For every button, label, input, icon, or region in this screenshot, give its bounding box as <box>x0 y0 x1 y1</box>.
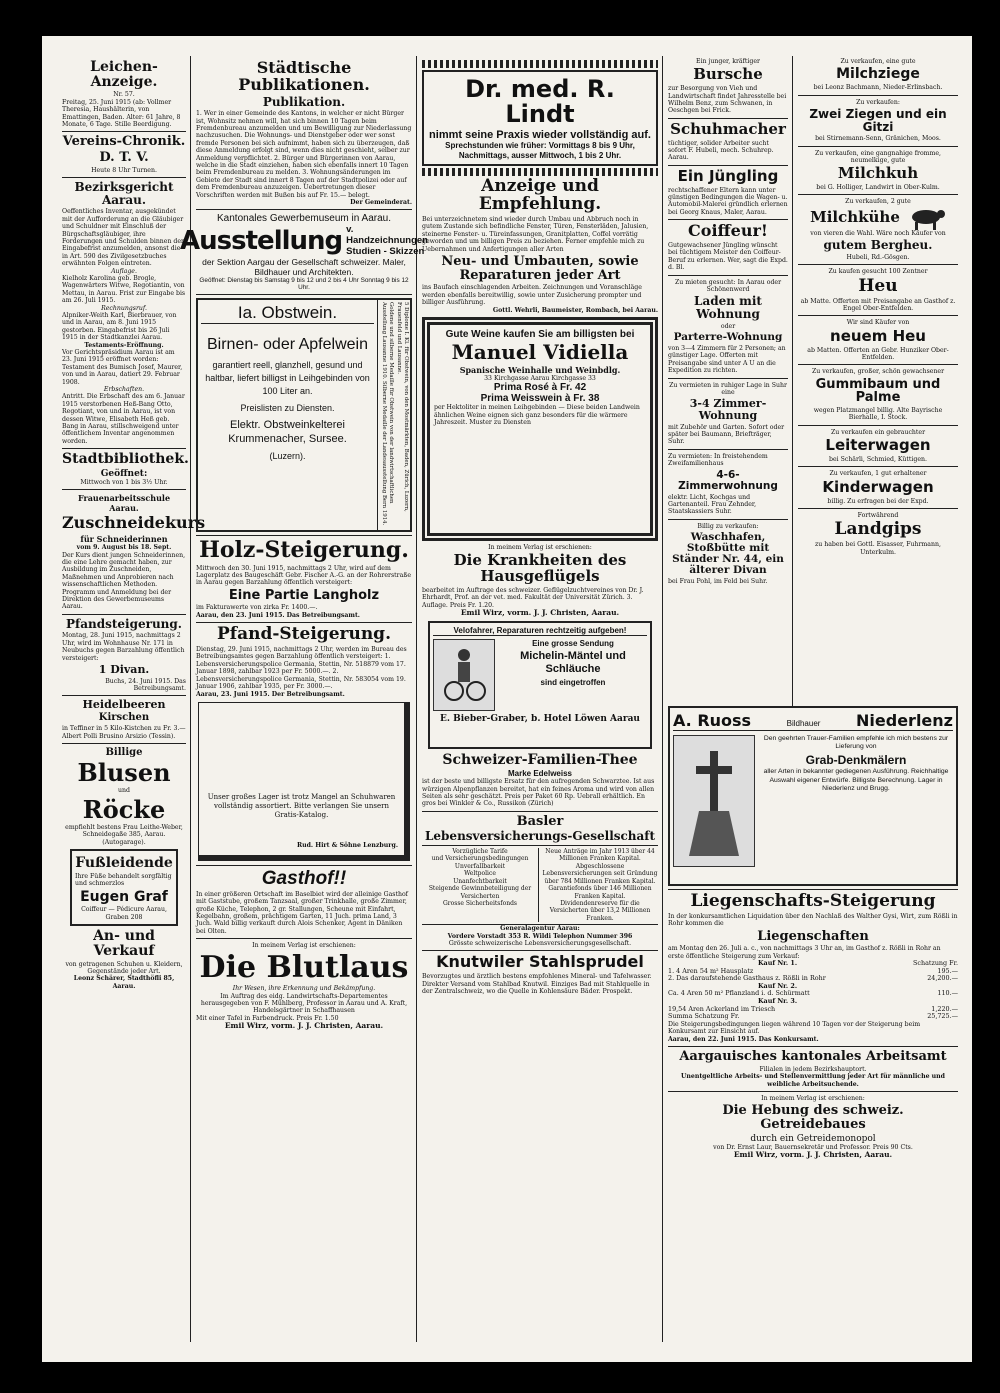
ausstellung-title: Ausstellung <box>180 225 343 256</box>
column-3 <box>422 58 658 1344</box>
fuss-title: Fußleidende <box>75 855 173 872</box>
milchkuh-text: bei G. Holliger, Landwirt in Ober-Kulm. <box>816 184 940 192</box>
schuhm-text: tüchtiger, solider Arbeiter sucht sofort F. Hubeli, mech. Schuhrep. Aarau. <box>668 139 774 162</box>
gummi-intro: Zu verkaufen, großer, schön gewachsener <box>811 368 945 376</box>
hebung-text: von Dr. Ernst Laur, Bauernsekretär und Professor. Preis 90 Cts. <box>713 1143 913 1151</box>
milchkuh-title: Milchkuh <box>837 164 919 183</box>
ruoss-text-2: aller Arten in bekannter gediegenen Ausführung. Reichhaltige Auswahl eigener Entwürfe. Billigste Berechnung. Lager in Niederlenz und Brugg. <box>763 768 949 793</box>
milchkuh-intro: Zu verkaufen, eine gangnahige fromme, neumelkige, gute <box>814 149 942 164</box>
lieg-row-label: Kauf Nr. 3. <box>758 997 798 1006</box>
newspaper-page <box>42 36 972 1362</box>
leichen-no: Nr. 57. <box>113 91 135 99</box>
erbschaften-heading: Erbschaften. <box>103 386 145 394</box>
stadtbib-open: Geöffnet: <box>100 468 148 479</box>
basler-right-list <box>542 848 658 922</box>
dtv-text: Heute 8 Uhr Turnen. <box>91 166 157 174</box>
velo-text-3: sind eingetroffen <box>540 677 606 687</box>
fuss-ad <box>70 849 178 926</box>
blutlaus-sub: Ihr Wesen, ihre Erkennung und Bekämpfung. <box>232 985 376 993</box>
lieg-row-label: Kauf Nr. 2. <box>758 981 798 990</box>
heu-title: Heu <box>858 275 898 296</box>
bezirk-text-2: Kielholz Karolina geb. Brogle, Wagenwärters Witwe, Regotiantin, von Mettau, in Aarau. Frist zur Eingabe bis am 26. Juli 1915. <box>62 274 186 305</box>
basler-foot: Grösste schweizerische Lebensversicherungsgesellschaft. <box>448 939 632 947</box>
fuss-text: Ihre Füße behandelt sorgfältig und schmerzlos <box>75 872 172 888</box>
hirt-text: Unser großes Lager ist trotz Mangel an Schuhwaren vollständig assortiert. Bitte verlangen Sie unsern Gratis-Katalog. <box>207 792 396 819</box>
obst-luzern: (Luzern). <box>269 451 306 462</box>
bursche-text: zur Besorgung von Vieh und Landwirtschaft findet Jahresstelle bei Wilhelm Benz, zum Schwanen, in Oeschgen bei Frick. <box>668 85 787 115</box>
grave-monument-illustration <box>673 735 755 867</box>
lieg-title: Liegenschafts-Steigerung <box>690 891 936 911</box>
frauen-title: Frauenarbeitsschule Aarau. <box>77 493 171 514</box>
pfand2-sign: Aarau, 23. Juni 1915. Der Betreibungsamt. <box>196 690 345 698</box>
basler-left-list <box>422 848 539 922</box>
blusen-text: empfiehlt bestens Frau Leithe-Weber, Schneidegaße 385, Aarau. (Autogarage). <box>65 824 183 846</box>
ankauf-text: von getragenen Schuhen u. Kleidern, Gegenstände jeder Art. <box>65 960 183 976</box>
cyclist-illustration <box>433 639 495 711</box>
pfand-item: 1 Divan. <box>98 663 150 677</box>
dtv-title: D. T. V. <box>99 150 149 166</box>
obst-side-1: Goldene und silberne Medaille für Obstwein von der landwirtschaftlichen Ausstellung Lausanne 1910. Silberne Medaille der Landesausstellung Bern 1914. <box>381 302 394 526</box>
eugen-sub: Coiffeur — Pédicure Aarau, Graben 208 <box>81 906 167 921</box>
lieg-row <box>668 1013 958 1021</box>
lieg-row-value: 110.— <box>937 989 958 998</box>
thee-marke: Marke Edelweiss <box>507 769 573 779</box>
basler-left-item: Weltpolice <box>464 870 496 878</box>
basler-left-item: Unanfechtbarkeit <box>453 877 507 885</box>
publ-text: 1. Wer in einer Gemeinde des Kantons, in welcher er nicht Bürger ist, Wohnsitz nehmen will, hat sich binnen 10 Tagen beim Fremdenbureau anzumelden und um Bewilligung zur Niederlassung nachzusuchen. Die Wohnungs- und Dienstgeber oder wer sonst fremde Personen bei sich aufnimmt, haben sich zu überzeugen, daß diese Anmeldung erfolgt sind, wenn dies nicht geschieht, selber zur Anmeldung verpflichtet. 2. Bürger und Bürgerinnen von Aarau, welche in die Stadt einziehen, haben sich ebenfalls innert 10 Tagen beim Fremdenbureau zu melden. 3. Wohnungsänderungen im Gebiete der Stadt sind innert 8 Tagen auf der Stadtpolizei oder auf dem Fremdenbureau anzuzeigen. Uebertretungen dieser Vorschriften werden mit Bußen bis auf Fr. 15.— belegt. <box>196 110 412 199</box>
velo-head: Velofahrer, Reparaturen rechtzeitig aufgeben! <box>433 626 647 636</box>
hebung-title: Die Hebung des schweiz. Getreidebaues <box>722 1103 904 1132</box>
gewerbe-title: Kantonales Gewerbemuseum in Aarau. <box>217 213 391 225</box>
lieg-row-value: 195.— <box>937 966 958 975</box>
leichen-text: Freitag, 25. Juni 1915 (ab: Vollmer Theresia, Haushälterin, von Emattingen, Baden. Alter: 61 Jahre, 8 Monate, 6 Tage. Stille Beerdigung. <box>62 98 181 128</box>
velo-text-1: Eine grosse Sendung <box>532 638 614 648</box>
kh-text: bearbeitet im Auftrage des schweizer. Geflügelzuchtvereines von Dr. J. Ehrhardt, Prof. an der vet. med. Fakultät der Universität Zürich. 3. Auflage. Preis Fr. 1.20. <box>422 586 644 609</box>
basler-right-item: Garantiefonds über 146 Millionen Franken Kapital. <box>548 885 652 900</box>
obst-title: Ia. Obstwein. <box>201 303 374 324</box>
gips-intro: Fortwährend <box>857 511 899 519</box>
vereins-title: Vereins-Chronik. <box>62 134 186 150</box>
parterre-title: Parterre-Wohnung <box>673 330 783 343</box>
kuehe-intro: Zu verkaufen, 2 gute <box>845 198 911 206</box>
column-rule <box>662 56 663 1342</box>
zuschneide-sub: für Schneiderinnen <box>80 534 168 545</box>
basler-left-item: Unverfallbarkeit <box>454 862 506 870</box>
vidiella-ad <box>422 317 658 541</box>
juengling-text: rechtschaffener Eltern kann unter günstigen Bedingungen die Wagen- u. Automobil-Malerei gründlich erlernen bei Georg Knaus, Maler, Aarau. <box>668 186 788 216</box>
knut-title: Knutwiler Stahlsprudel <box>436 952 644 972</box>
holz-sign: Aarau, den 23. Juni 1915. Das Betreibungsamt. <box>196 611 360 619</box>
kh-verlag: Emil Wirz, vorm. J. J. Christen, Aarau. <box>460 608 620 618</box>
arbeit-title: Aargauisches kantonales Arbeitsamt <box>679 1049 947 1065</box>
column-2 <box>180 58 428 1344</box>
lieg-row-label: 1. 4 Aren 54 m² Hausplatz <box>668 966 754 975</box>
basler-sub: Lebensversicherungs-Gesellschaft <box>424 829 656 844</box>
basler-table <box>422 845 658 925</box>
lieg-rows <box>668 968 958 1021</box>
erbschaften-text: Antritt. Die Erbschaft des am 6. Januar 1915 verstorbenen Heß-Bang Otto, Regotiant, von und in Aarau, ist von dessen Witwe, Elisabeth Heß geb. Bang in Aarau, stillschweigend unter öffentlichem Inventar angenommen worden. <box>62 393 185 445</box>
basler-right-item: Abgeschlossene Lebensversicherungen seit Gründung über 784 Millionen Franken Kapital. <box>542 862 658 885</box>
basler-left-item: Vorzügliche Tarife <box>452 848 508 856</box>
laden-intro: Zu mieten gesucht: In Aarau oder Schönenwerd <box>674 278 782 293</box>
thee-text: ist der beste und billigste Ersatz für den aufregenden Schwarztee. Ist aus würzigen Alpenpflanzen bereitet, hat ein feines Aroma und wird von allen Seiten als sehr geschätzt. Preis per Paket 60 Rp. Uebrall erhältlich. En gros bei Winkler & Co., Russikon (Zürich) <box>422 778 655 808</box>
lindt-hours: Sprechstunden wie früher: Vormittags 8 bis 9 Uhr, Nachmittags, ausser Mittwoch, 1 bis 2 Uhr. <box>445 141 635 161</box>
z34-text: mit Zubehör und Garten. Sofort oder später bei Baumann, Briefträger, Suhr. <box>668 423 785 446</box>
kinder-title: Kinderwagen <box>822 477 934 496</box>
stadtbib-text: Mittwoch von 1 bis 3½ Uhr. <box>80 478 168 486</box>
bursche-intro: Ein junger, kräftiger <box>696 58 760 65</box>
hirt-sign: Rud. Hirt & Söhne Lenzburg. <box>296 841 398 849</box>
bezirk-text-3: Alpniker-Weith Karl, Bierbrauer, von und in Aarau, am 8. Juni 1915 gestorben. Eingabefrist bis 26 Juli 1915 in der Stadtkanzlei Aarau. <box>62 311 177 342</box>
blusen-title: Blusen <box>77 758 171 788</box>
juengling-title: Ein Jüngling <box>677 166 779 185</box>
parterre-text: von 3—4 Zimmern für 2 Personen; an günstiger Lage. Offerten mit Preisangabe sind unter A U an die Expedition zu richten. <box>668 344 786 375</box>
ziege-title: Milchziege <box>836 66 920 83</box>
wein-addr: 33 Kirchgasse Aarau Kirchgasse 33 <box>484 375 596 382</box>
testament-heading: Testaments-Eröffnung. <box>84 341 164 349</box>
lieg-row-label: Ca. 4 Aren 50 m² Pflanzland i. d. Schürmatt <box>668 989 810 998</box>
obst-preis: Preislisten zu Diensten. <box>240 403 335 414</box>
wasch-intro: Billig zu verkaufen: <box>697 522 759 530</box>
lieg-row-label: Summa Schatzung Fr. <box>668 1012 740 1021</box>
pfand-text: Montag, 28. Juni 1915, nachmittags 2 Uhr, wird im Wohnhause Nr. 171 in Neubuchs gegen Barzahlung öffentlich versteigert: <box>62 632 185 662</box>
ausst-sub-1: v. Handzeichnungen <box>346 224 428 247</box>
gummi-title: Gummibaum und Palme <box>815 376 941 406</box>
bursche-title: Bursche <box>693 65 763 84</box>
zwei-ziegen-title: Zwei Ziegen und ein Gitzi <box>809 106 947 134</box>
lieg-row <box>668 990 958 998</box>
leiter-title: Leiterwagen <box>825 436 931 455</box>
column-1 <box>62 58 206 1344</box>
anzeige-big: Neu- und Umbauten, sowie Reparaturen jeder Art <box>441 254 639 283</box>
lieg-row-value: 24,200.— <box>927 974 958 983</box>
kuehe-title: Milchkühe <box>810 208 900 226</box>
pfand-sign: Buchs, 24. Juni 1915. Das Betreibungsamt. <box>105 677 186 692</box>
leichen-title: Leichen-Anzeige. <box>90 59 158 90</box>
lieg-row-label: 2. Das daraufstehende Gasthaus z. Rößli in Rohr <box>668 974 826 983</box>
wein-name: Manuel Vidiella <box>451 340 629 364</box>
coiffeur-text: Gutgewachsener Jüngling wünscht bei tüchtigem Meister den Coiffeur-Beruf zu erlernen. Wer, sagt die Expd. d. Bl. <box>668 241 788 272</box>
gummi-text: wegen Platzmangel billig. Alte Bayrische Bierhalle, I. Stock. <box>813 407 943 422</box>
kauf-schatzung: Schatzung Fr. <box>913 959 958 968</box>
obst-firma: Elektr. Obstweinkelterei Krummenacher, Sursee. <box>228 419 347 446</box>
auflage-heading: Auflage. <box>111 267 137 275</box>
wein-rose: Prima Rosé à Fr. 42 <box>493 382 587 394</box>
kh-intro: In meinem Verlag ist erschienen: <box>488 544 592 551</box>
lieg-row-value: 25,725.— <box>927 1012 958 1021</box>
roecke-title: Röcke <box>82 794 166 824</box>
publ-sign: Der Gemeinderat. <box>350 199 412 207</box>
gips-text: zu haben bei Gottl. Eisasser, Fuhrmann, Unterkulm. <box>815 541 941 556</box>
holz-text-2: im Fakturawerte von zirka Fr. 1400.—. <box>196 604 318 612</box>
wein-head: Gute Weine kaufen Sie am billigsten bei <box>445 329 635 340</box>
leiter-text: bei Schärli, Schmied, Küttigen. <box>829 455 927 463</box>
basler-title: Basler <box>516 813 564 829</box>
cross-icon <box>684 746 744 856</box>
lieg-row <box>668 975 958 983</box>
obst-side-2: 5 Diplome I. Kl. für Obstwein, von den Mostmärkten, Baden, Zürich, Luzern, Frauenfeld und Lausanne. <box>396 302 409 513</box>
pfand2-text: Dienstag, 29. Juni 1915, nachmittags 2 Uhr, werden im Bureau des Betreibungsamtes gegen Barzahlung öffentlich versteigert: 1. Lebensversicherungspolice Germania, Stettin, Nr. 518879 vom 17. Januar 1898, zahlbar 1923 per Fr. 5000.—. 2. Lebensversicherungspolice Germania, Stettin, Nr. 583054 vom 19. Januar 1906, zahlbar 1935, per Fr. 3000.—. <box>196 646 407 691</box>
ziege-intro: Zu verkaufen, eine gute <box>840 58 916 65</box>
blutlaus-text: Im Auftrag des eidg. Landwirtschafts-Departementes herausgegeben von F. Mühlberg, Professor in Aarau und A. Kraft, Handelsgärtner in Schaffhausen <box>200 992 408 1015</box>
laden-or: oder <box>720 322 736 330</box>
holz-title: Holz-Steigerung. <box>199 537 409 564</box>
gasthof-text: In einer größeren Ortschaft im Baselbiet wird der alleinige Gasthof mit Gaststube, großem Tanzsaal, großer Trinkhalle, große Zimmer, große Küche, Telephon, 2 gr. Stallungen, Scheune mit Einfahrt, Kegelbahn, großem, prächtigem Garten, 11 Juch. prima Land, 3 Juch. Wald billig verkauft durch Alois Schenker, Agent in Däniken bei Olten. <box>196 890 408 935</box>
eugen-name: Eugen Graf <box>80 888 168 905</box>
z46-title: 4-6-Zimmerwohnung <box>678 468 778 492</box>
knut-text: Bevorzugtes und ärztlich bestens empfohlenes Mineral- und Tafelwasser. Direkter Versand vom Stahlbad Knutwil. Einziges Bad mit Stahlquelle in der Zentralschweiz, wo die Quelle in Kohlensäure Bäder. Prospekt. <box>422 973 652 995</box>
lieg-row-value: 1,220.— <box>931 1004 958 1013</box>
obst-text: garantiert reell, glanzhell, gesund und haltbar, liefert billigst in Leihgebinden von 100 Liter an. <box>205 360 370 397</box>
ausst-open: Geöffnet: Dienstag bis Samstag 9 bis 12 und 2 bis 4 Uhr Sonntag 9 bis 12 Uhr. <box>199 277 409 292</box>
basler-right-item: Dividendenreserve für die Versicherten über 13,2 Millionen Franken. <box>549 899 651 922</box>
lindt-name: Dr. med. R. Lindt <box>465 75 615 129</box>
bergheu-text: Hubeli, Rd.-Gösgen. <box>846 253 910 261</box>
ausst-text: der Sektion Aargau der Gesellschaft schweizer. Maler, Bildhauer und Architekten. <box>202 257 406 278</box>
anzeige-text: Bei unterzeichnetem sind wieder durch Umbau und Abbruch noch in gutem Zustande sich befindliche Fenster, Türen, Fensterläden, Jalusien, steinerne Fenster- u. Türeinfassungen, Granitplatten, Coffel vorrätig geworden und um billigen Preis zu beziehen. Ferner empfehle mich zu Uebernahmen und Anfertigungen aller Arten <box>422 216 649 253</box>
stadt-title: Städtische Publikationen. <box>238 58 370 94</box>
rechnungsruf-heading: Rechnungsruf. <box>101 304 147 312</box>
testament-text: Vor Gerichtspräsidium Aarau ist am 23. Juni 1915 eröffnet worden: Testament des Bumisch Josef, Maurer, von und in Aarau, datiert 29. Februar 1908. <box>62 349 183 386</box>
publ-title: Publikation. <box>262 94 346 109</box>
ruoss-text: Den geehrten Trauer-Familien empfehle ich mich bestens zur Lieferung von <box>763 735 949 751</box>
anzeige-sign: Gottl. Wehrli, Baumeister, Rombach, bei Aarau. <box>492 306 658 314</box>
coiffeur-title: Coiffeur! <box>688 221 768 241</box>
hebung-verlag: Emil Wirz, vorm. J. J. Christen, Aarau. <box>733 1150 893 1160</box>
basler-right-item: Neue Anträge im Jahr 1913 über 44 Millionen Franken Kapital. <box>545 848 655 863</box>
laden-title: Laden mit Wohnung <box>694 294 762 321</box>
lieg-text-2: am Montag den 26. Juli a. c., von nachmittags 3 Uhr an, im Gasthof z. Rößli in Rohr an erste öffentliche Steigerung zum Verkauf: <box>668 945 941 960</box>
blusen-und: und <box>118 787 130 795</box>
basler-left-item: Steigende Gewinnbeteiligung der Versicherten <box>428 885 532 900</box>
basler-addr: Vordere Vorstadt 353 R. Wildi Telephon Nummer 396 <box>447 932 633 940</box>
lieg-sub: Liegenschaften <box>757 928 869 944</box>
heu-intro: Zu kaufen gesucht 100 Zentner <box>828 268 928 276</box>
holz-item: Eine Partie Langholz <box>228 587 380 603</box>
ruoss-grab: Grab-Denkmälern <box>805 752 907 767</box>
holz-text: Mittwoch den 30. Juni 1915, nachmittags 2 Uhr, wird auf dem Lagerplatz des Baugeschäft Gebr. Fischer A.-G. an der Rohrerstraße in Aarau gegen Barzahlung öffentlich versteigert: <box>196 564 412 587</box>
heidel-title: Heidelbeeren <box>82 698 166 712</box>
velo-firma: E. Bieber-Graber, b. Hotel Löwen Aarau <box>440 713 640 724</box>
ziege-text: bei Leonz Bachmann, Nieder-Erlinsbach. <box>813 84 943 92</box>
arbeit-text: Unentgeltliche Arbeits- und Stellenvermittlung jeder Art für männliche und weibliche Arbeitsuchende. <box>680 1073 945 1088</box>
zuschneide-date: vom 9. August bis 18. Sept. <box>76 544 172 552</box>
blutlaus-intro: In meinem Verlag ist erschienen: <box>252 942 356 950</box>
lindt-ad <box>422 70 658 166</box>
basler-agent: Generalagentur Aarau: <box>500 925 580 933</box>
ruoss-ort: Niederlenz <box>856 711 953 730</box>
ankauf-title: An- und Verkauf <box>93 928 155 959</box>
ausst-sub-2: Studien - Skizzen <box>346 246 425 258</box>
column-4-5-lower <box>668 706 958 1344</box>
billige-label: Billige <box>105 747 143 759</box>
blutlaus-preis: Mit einer Tafel in Farbendruck. Preis Fr. 1.50 <box>196 1014 339 1022</box>
ruoss-beruf: Bildhauer <box>786 719 821 728</box>
hebung-intro: In meinem Verlag ist erschienen: <box>761 1094 865 1102</box>
gasthof-title: Gasthof!! <box>261 867 347 889</box>
lieg-row-label: 19,54 Aren Ackerland im Triesch <box>668 1004 776 1013</box>
neuem-intro: Wir sind Käufer von <box>846 319 910 327</box>
bezirk-title: Bezirksgericht Aarau. <box>74 180 174 207</box>
gips-title: Landgips <box>834 519 922 540</box>
anzeige-text-2: ins Baufach einschlagenden Arbeiten. Zeichnungen und Voranschläge werden ebenfalls bereitwillig, sowie unter Zusicherung prompter und billiger Ausführung. <box>422 284 642 307</box>
anzeige-title: Anzeige und Empfehlung. <box>478 176 602 215</box>
thee-title: Schweizer-Familien-Thee <box>442 751 638 768</box>
z34-title: 3-4 Zimmer-Wohnung <box>689 397 767 422</box>
arbeit-sub: Filialen in jedem Bezirkshauptort. <box>759 1065 867 1073</box>
heidel-text: in Teffiner in 5 Kilo-Kistchen zu Fr. 3.— Albert Polli Brusino Arsizio (Tessin). <box>62 725 186 740</box>
pfand2-title: Pfand-Steigerung. <box>216 624 391 645</box>
ruoss-name: A. Ruoss <box>673 711 752 730</box>
wasch-title: Waschhafen, Stoßbütte mit Ständer Nr. 44, ein älterer Divan <box>672 531 784 577</box>
lindt-ornament <box>422 60 658 68</box>
obstwein-ad <box>196 298 412 532</box>
lieg-sign: Aarau, den 22. Juni 1915. Das Konkursamt. <box>668 1035 819 1043</box>
schuhm-title: Schuhmacher <box>670 119 786 138</box>
heu-text: ab Matte. Offerten mit Preisangabe an Gasthof z. Engel Ober-Entfelden. <box>800 297 956 312</box>
z46-intro: Zu vermieten: In freistehendem Zweifamilienhaus <box>668 452 768 468</box>
stadtbib-title: Stadtbibliothek. <box>62 451 189 468</box>
ziegen-intro: Zu verkaufen: <box>856 98 900 106</box>
cow-icon <box>906 206 946 230</box>
leiter-intro: Zu verkaufen ein gebrauchter <box>830 428 926 436</box>
blutlaus-title: Die Blutlaus <box>199 949 409 985</box>
z34-intro: Zu vermieten in ruhiger Lage in Suhr eine <box>669 381 787 396</box>
lindt-ornament-bottom <box>422 168 658 176</box>
wein-text: per Hektoliter in meinen Leihgebinden — Diese beiden Landwein ähnlichen Weine eignen sich ganz besonders für die wärmere Jahreszeit. Muster zu Diensten <box>434 404 640 427</box>
kinder-text: billig. Zu erfragen bei der Expd. <box>827 497 929 505</box>
neuem-text: ab Matten. Offerten an Gebr. Hunziker Ober-Entfelden. <box>807 346 949 361</box>
bergheu-title: gutem Bergheu. <box>823 238 933 253</box>
lieg-text: In der konkursamtlichen Liquidation über den Nachlaß des Walther Gysi, Wirt, zum Rößli in Rohr kommen die <box>668 912 958 928</box>
bezirk-text: Oeffentliches Inventar, ausgekündet mit der Aufforderung an die Gläubiger und Schuldner mit Einschluß der Bürgschaftsgläubiger, ihre Forderungen und Schulden binnen der Eingabefrist anzumelden, ansonst die in Art. 590 des Zivilgesetzbuches erwähnten Folgen eintreten. <box>62 208 184 268</box>
ausstellung-header <box>180 224 428 258</box>
wein-sub: Spanische Weinhalle und Weinbdlg. <box>459 365 621 375</box>
cyclist-icon <box>440 645 488 705</box>
zuschneide-title: Zuschneidekurs <box>62 513 206 533</box>
basler-left-item: Grosse Sicherheitsfonds <box>442 899 517 907</box>
blutlaus-verlag: Emil Wirz, vorm. J. J. Christen, Aarau. <box>224 1021 384 1031</box>
neuem-title: neuem Heu <box>830 326 926 345</box>
ankauf-name: Leonz Schärer, Stadthöfli 85, Aarau. <box>73 975 175 990</box>
hebung-sub: durch ein Getreidemonopol <box>750 1133 876 1144</box>
kh-title: Die Krankheiten des Hausgeflügels <box>453 551 627 586</box>
heidel-sub: Kirschen <box>98 711 150 723</box>
velo-text-2: Michelin-Mäntel und Schläuche <box>520 649 626 675</box>
wasch-text: bei Frau Pohl, im Feld bei Suhr. <box>668 578 768 586</box>
zuschneide-text: Der Kurs dient jungen Schneiderinnen, die eine Lehre gemacht haben, zur Ausbildung im Zuschneiden, Maßnehmen und Anprobieren nach wissenschaftlichen Methoden. Programm und Anmeldung bei der Direktion des Gewerbemuseums Aarau. <box>62 551 186 611</box>
hirt-ad <box>198 702 410 861</box>
velo-ad <box>428 621 652 749</box>
pfand-title: Pfandsteigerung. <box>66 616 182 631</box>
lindt-text: nimmt seine Praxis wieder vollständig auf. <box>429 129 651 142</box>
kuehe-text: von vieren die Wahl. Wäre noch Käufer von <box>810 229 946 237</box>
lieg-text-3: Die Steigerungsbedingungen liegen während 10 Tagen vor der Steigerung beim Konkursamt zur Einsicht auf. <box>668 1020 921 1036</box>
wein-weiss: Prima Weisswein à Fr. 38 <box>480 393 600 405</box>
basler-left-item: und Versicherungsbedingungen <box>431 855 529 863</box>
zwei-ziegen-text: bei Stirnemann-Senn, Gränichen, Moos. <box>815 135 941 143</box>
kauf-1: Kauf Nr. 1. <box>758 959 798 968</box>
obst-birnen: Birnen- oder Apfelwein <box>207 336 368 354</box>
column-5 <box>798 58 958 698</box>
z46-text: elektr. Licht, Kochgas und Gartenanteil. Frau Zehnder, Staatskassiers Suhr. <box>668 493 757 516</box>
ruoss-ad <box>668 706 958 886</box>
kinder-intro: Zu verkaufen, 1 gut erhaltener <box>829 470 927 478</box>
